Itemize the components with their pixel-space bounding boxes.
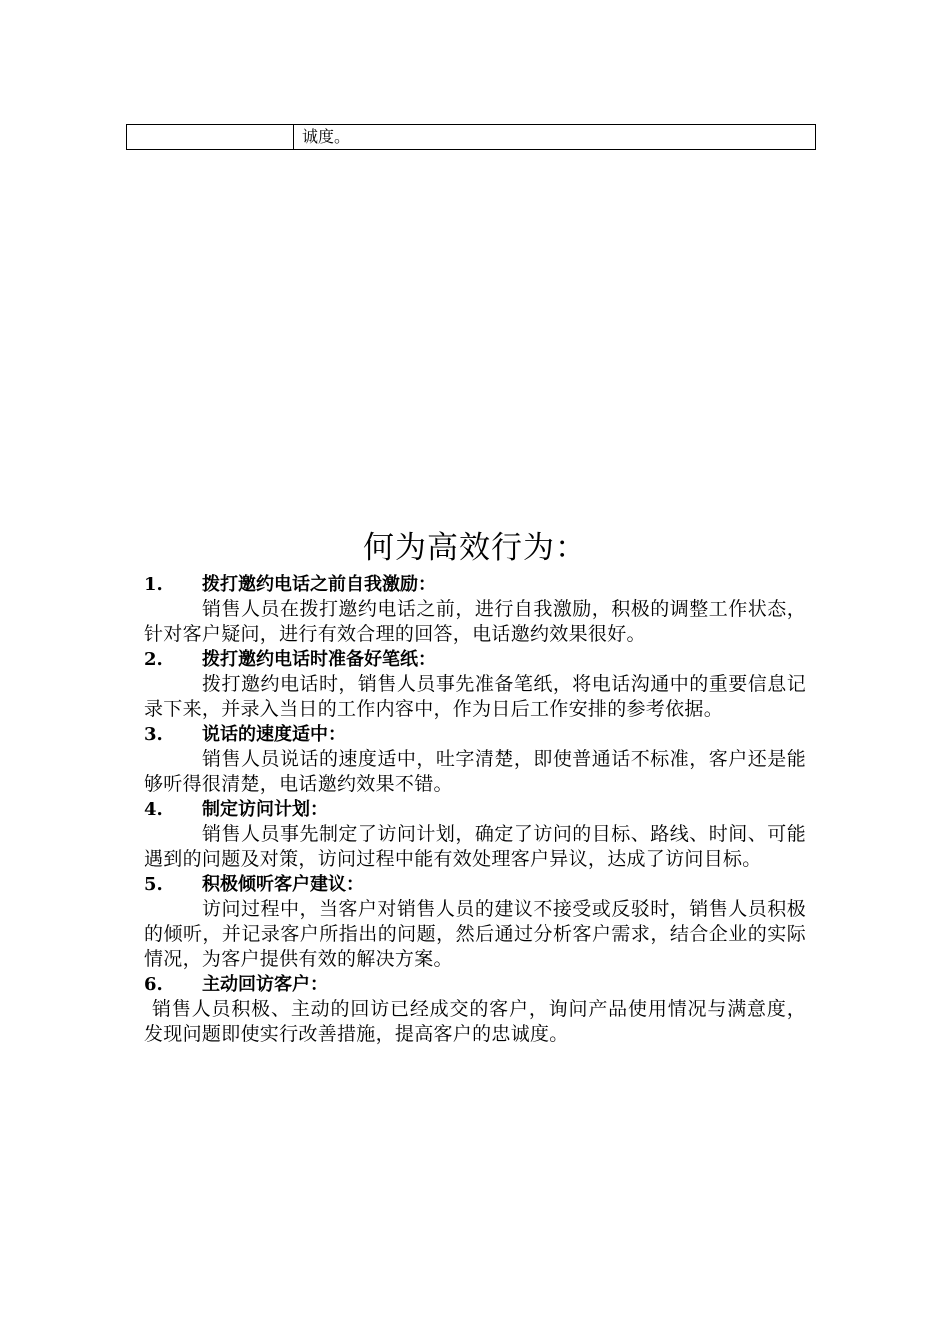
- item-title-text: 说话的速度适中：: [202, 724, 346, 745]
- item-body: 销售人员说话的速度适中，吐字清楚，即使普通话不标准，客户还是能够听得很清楚，电话邀约效果不错。: [144, 748, 806, 795]
- item-body: 访问过程中，当客户对销售人员的建议不接受或反驳时，销售人员积极的倾听，并记录客户所指出的问题，然后通过分析客户需求，结合企业的实际情况，为客户提供有效的解决方案。: [144, 898, 806, 970]
- item-body: 销售人员在拨打邀约电话之前，进行自我激励，积极的调整工作状态，针对客户疑问，进行有效合理的回答，电话邀约效果很好。: [144, 598, 806, 645]
- item-title: [144, 972, 806, 997]
- table-fragment: [126, 124, 816, 150]
- item-title-text: 主动回访客户：: [202, 974, 328, 995]
- item-title: [144, 572, 806, 597]
- list-item: [144, 572, 806, 647]
- item-body: 销售人员事先制定了访问计划，确定了访问的目标、路线、时间、可能遇到的问题及对策，访问过程中能有效处理客户异议，达成了访问目标。: [144, 823, 806, 870]
- item-title-text: 制定访问计划：: [202, 799, 328, 820]
- item-number: 5.: [144, 874, 163, 895]
- list-item: [144, 647, 806, 722]
- list-item: [144, 722, 806, 797]
- section-heading: 何为高效行为：: [363, 530, 587, 566]
- list-item: [144, 872, 806, 972]
- list-item: [144, 797, 806, 872]
- item-number: 1.: [144, 574, 163, 595]
- item-title-text: 积极倾听客户建议：: [202, 874, 364, 895]
- item-title: [144, 722, 806, 747]
- list-item: [144, 972, 806, 1047]
- item-body: 拨打邀约电话时，销售人员事先准备笔纸，将电话沟通中的重要信息记录下来，并录入当日的工作内容中，作为日后工作安排的参考依据。: [144, 673, 806, 720]
- item-number: 4.: [144, 799, 163, 820]
- table-row: [127, 125, 816, 150]
- behavior-list: [144, 572, 806, 1047]
- item-number: 2.: [144, 649, 163, 670]
- table-cell-right: 诚度。: [294, 125, 816, 150]
- item-number: 3.: [144, 724, 163, 745]
- item-title-text: 拨打邀约电话之前自我激励：: [202, 574, 436, 595]
- item-title: [144, 872, 806, 897]
- item-title: [144, 797, 806, 822]
- item-body: 销售人员积极、主动的回访已经成交的客户，询问产品使用情况与满意度，发现问题即使实行改善措施，提高客户的忠诚度。: [144, 998, 806, 1045]
- item-title-text: 拨打邀约电话时准备好笔纸：: [202, 649, 436, 670]
- item-title: [144, 647, 806, 672]
- table-cell-left: [127, 125, 294, 150]
- item-number: 6.: [144, 974, 163, 995]
